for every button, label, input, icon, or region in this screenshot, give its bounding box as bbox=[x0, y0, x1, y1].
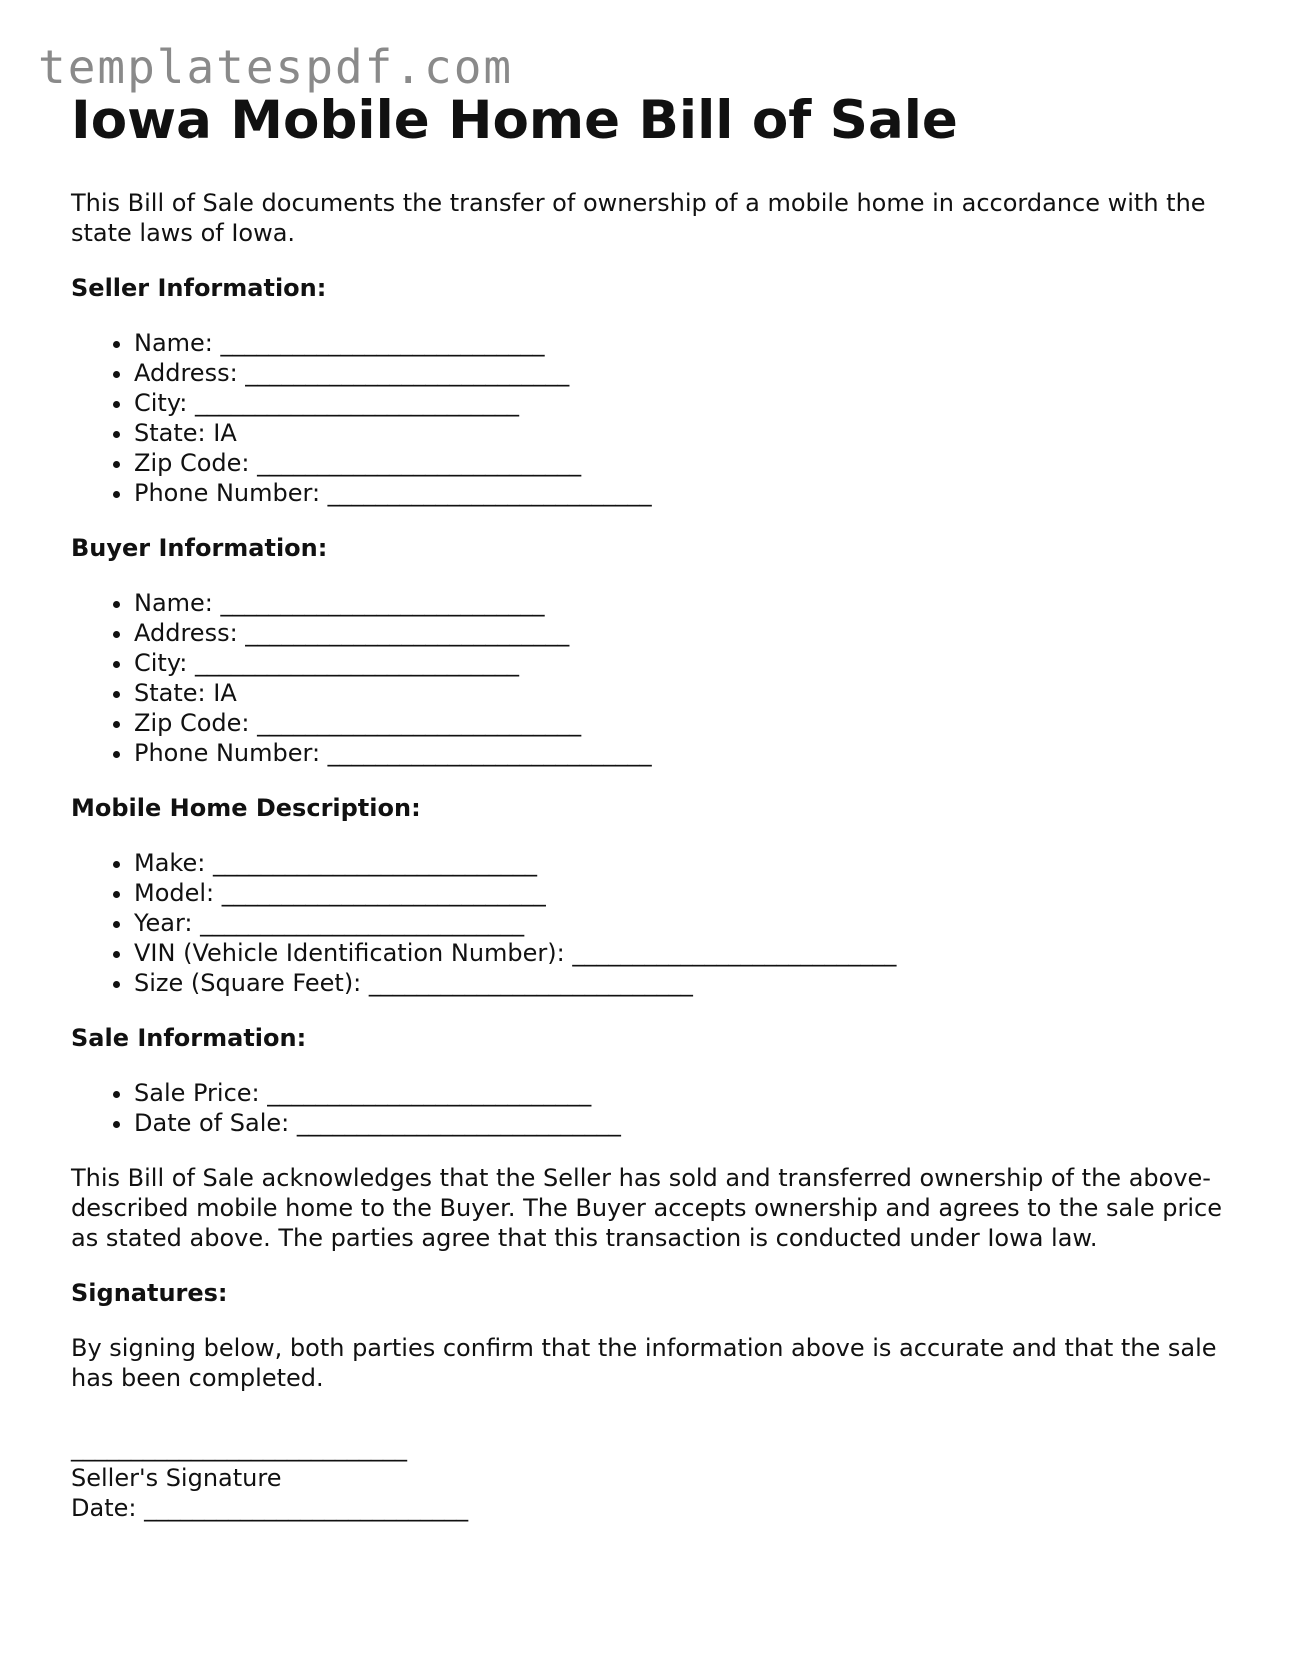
make-field: • Make: ___________________________ bbox=[134, 848, 1231, 878]
seller-zip-field: • Zip Code: ___________________________ bbox=[134, 448, 1231, 478]
date-of-sale-field: • Date of Sale: ___________________________ bbox=[134, 1108, 1231, 1138]
buyer-address-field: • Address: ___________________________ bbox=[134, 618, 1231, 648]
mobile-home-heading: Mobile Home Description: bbox=[71, 794, 421, 822]
buyer-heading: Buyer Information: bbox=[71, 534, 328, 562]
vin-field: • VIN (Vehicle Identification Number): ___________________________ bbox=[134, 938, 1231, 968]
seller-phone-field: • Phone Number: ___________________________ bbox=[134, 478, 1231, 508]
seller-city-field: • City: ___________________________ bbox=[134, 388, 1231, 418]
seller-signature-line: ____________________________ bbox=[71, 1434, 407, 1462]
intro-paragraph: This Bill of Sale documents the transfer of ownership of a mobile home in accordance with the state laws of Iowa. bbox=[71, 189, 1206, 247]
mobile-home-list bbox=[71, 848, 1231, 998]
seller-list bbox=[71, 328, 1231, 508]
buyer-list bbox=[71, 588, 1231, 768]
sale-heading: Sale Information: bbox=[71, 1024, 307, 1052]
acknowledgement-paragraph: This Bill of Sale acknowledges that the Seller has sold and transferred ownership of the above-described mobile home to the Buyer. The Buyer accepts ownership and agrees to the sale price as stated above. The parties agree that this transaction is conducted under Iowa law. bbox=[71, 1164, 1223, 1252]
buyer-city-field: • City: ___________________________ bbox=[134, 648, 1231, 678]
model-field: • Model: ___________________________ bbox=[134, 878, 1231, 908]
seller-address-field: • Address: ___________________________ bbox=[134, 358, 1231, 388]
signatures-heading: Signatures: bbox=[71, 1279, 228, 1307]
sale-list bbox=[71, 1078, 1231, 1138]
watermark: templatespdf.com bbox=[38, 40, 514, 94]
seller-name-field: • Name: ___________________________ bbox=[134, 328, 1231, 358]
seller-signature-date: Date: ___________________________ bbox=[71, 1494, 469, 1522]
seller-heading: Seller Information: bbox=[71, 274, 327, 302]
sale-price-field: • Sale Price: ___________________________ bbox=[134, 1078, 1231, 1108]
signatures-statement: By signing below, both parties confirm that the information above is accurate and that the sale has been completed. bbox=[71, 1334, 1217, 1392]
size-field: • Size (Square Feet): ___________________________ bbox=[134, 968, 1231, 998]
seller-state-field: • State: IA bbox=[134, 418, 1231, 448]
seller-signature-label: Seller's Signature bbox=[71, 1464, 282, 1492]
buyer-state-field: • State: IA bbox=[134, 678, 1231, 708]
buyer-zip-field: • Zip Code: ___________________________ bbox=[134, 708, 1231, 738]
buyer-phone-field: • Phone Number: ___________________________ bbox=[134, 738, 1231, 768]
year-field: • Year: ___________________________ bbox=[134, 908, 1231, 938]
buyer-name-field: • Name: ___________________________ bbox=[134, 588, 1231, 618]
page-title: Iowa Mobile Home Bill of Sale bbox=[71, 90, 958, 151]
seller-signature-block bbox=[71, 1433, 1231, 1523]
document-page bbox=[71, 86, 1231, 1523]
